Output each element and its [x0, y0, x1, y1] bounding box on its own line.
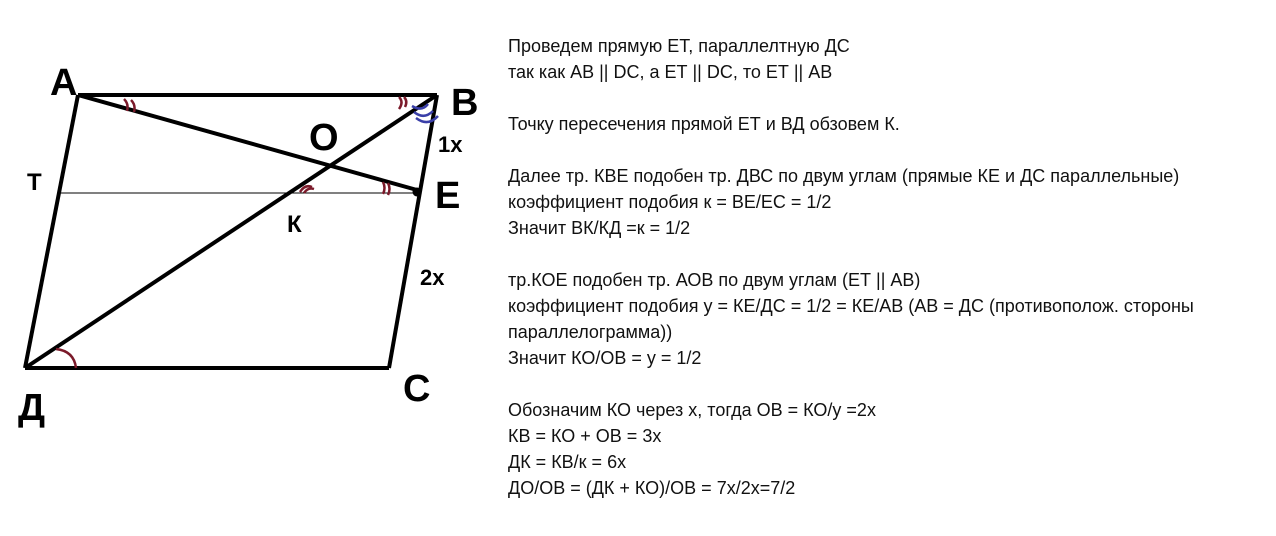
angle-marks	[56, 97, 438, 368]
solution-line: так как АВ || DC, а ЕТ || DC, то ЕТ || АВ	[508, 62, 833, 82]
solution-line: Точку пересечения прямой ЕТ и ВД обзовем К.	[508, 114, 900, 134]
solution-line	[508, 241, 1268, 267]
label-B: В	[451, 82, 479, 124]
label-C: С	[403, 368, 431, 410]
angle-mark-D	[56, 349, 76, 368]
side-DA	[25, 95, 78, 368]
solution-line: Далее тр. КВЕ подобен тр. ДВС по двум углам (прямые КЕ и ДС параллельные)	[508, 166, 1180, 186]
solution-line	[508, 85, 1268, 111]
solution-line: КВ = КО + ОВ = 3х	[508, 426, 662, 446]
label-K: К	[287, 211, 302, 238]
label-O: О	[309, 117, 339, 159]
solution-line	[508, 371, 1268, 397]
solution-line: Проведем прямую ЕТ, параллелтную ДС	[508, 36, 850, 56]
label-E: Е	[435, 175, 461, 217]
point-E	[413, 188, 422, 197]
solution-line: ДО/ОВ = (ДК + КО)/ОВ = 7х/2х=7/2	[508, 478, 796, 498]
label-A: А	[50, 62, 78, 104]
side-BC	[389, 95, 437, 368]
solution-line: коэффициент подобия к = ВЕ/ЕС = 1/2	[508, 192, 832, 212]
solution-line	[508, 137, 1268, 163]
solution-line: тр.КОЕ подобен тр. АОВ по двум углам (ЕТ || АВ)	[508, 270, 921, 290]
solution-line: коэффициент подобия у = КЕ/ДС = 1/2 = КЕ/АВ (АВ = ДС (противополож. стороны параллелограмма))	[508, 296, 1194, 342]
solution-line: Значит ВК/КД =к = 1/2	[508, 218, 691, 238]
label-D: Д	[18, 387, 46, 429]
parallelogram-figure	[0, 0, 500, 536]
label-segment-EC: 2х	[420, 265, 445, 290]
solution-line: ДК = КВ/к = 6х	[508, 452, 627, 472]
angle-mark-B-left	[399, 97, 406, 109]
solution-text	[508, 33, 1268, 501]
label-T: Т	[27, 169, 42, 196]
solution-line: Обозначим КО через х, тогда ОВ = КО/у =2х	[508, 400, 876, 420]
angle-mark-K	[300, 186, 314, 193]
label-segment-BE: 1х	[438, 132, 463, 157]
solution-line: Значит КО/ОВ = у = 1/2	[508, 348, 702, 368]
